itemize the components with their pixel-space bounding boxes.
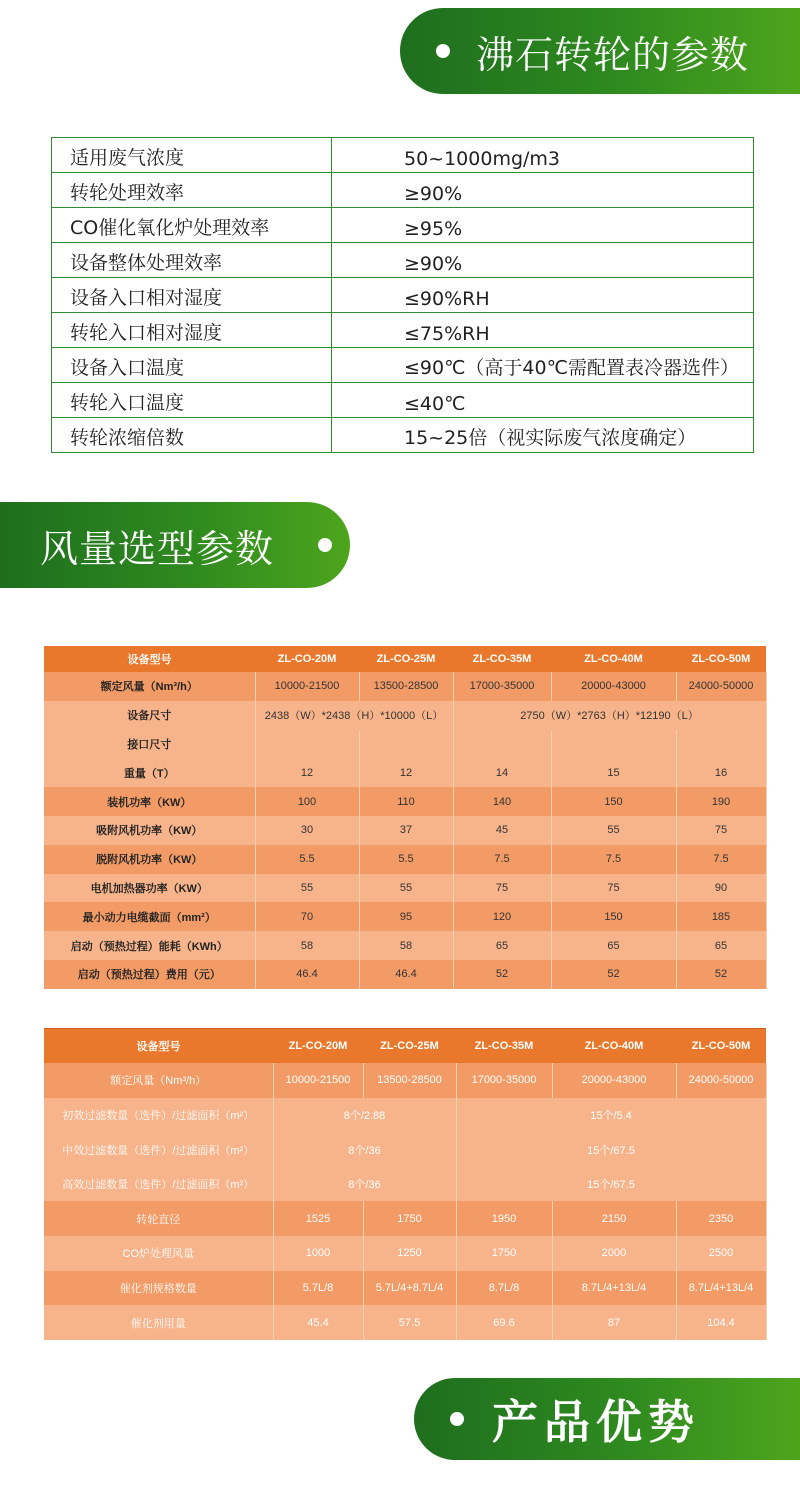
zeolite-params-table bbox=[51, 137, 754, 453]
param-name: CO催化氧化炉处理效率 bbox=[52, 208, 332, 243]
cell bbox=[453, 730, 551, 759]
cell bbox=[359, 730, 453, 759]
row-label: 中效过滤数量（选件）/过滤面积（m²） bbox=[44, 1132, 273, 1167]
row-label: 启动（预热过程）费用（元） bbox=[44, 960, 255, 989]
cell: 37 bbox=[359, 816, 453, 845]
cell: 2000 bbox=[552, 1236, 676, 1271]
cell: 5.7L/4+8.7L/4 bbox=[363, 1271, 456, 1306]
cell: 8个/36 bbox=[273, 1132, 456, 1167]
row-label: 额定风量（Nm³/h） bbox=[44, 672, 255, 701]
cell bbox=[551, 730, 676, 759]
cell: 46.4 bbox=[359, 960, 453, 989]
table-row bbox=[44, 672, 766, 701]
table-row bbox=[44, 874, 766, 903]
cell: 15个/67.5 bbox=[456, 1132, 766, 1167]
cell: 95 bbox=[359, 902, 453, 931]
cell: 7.5 bbox=[551, 845, 676, 874]
param-row bbox=[52, 418, 754, 453]
param-name: 设备入口相对湿度 bbox=[52, 278, 332, 313]
table-row bbox=[44, 960, 766, 989]
cell: 2150 bbox=[552, 1201, 676, 1236]
bullet-dot-icon bbox=[436, 44, 450, 58]
param-row bbox=[52, 138, 754, 173]
row-label: 转轮直径 bbox=[44, 1201, 273, 1236]
cell: 1950 bbox=[456, 1201, 552, 1236]
cell: 100 bbox=[255, 787, 359, 816]
cell: 1250 bbox=[363, 1236, 456, 1271]
cell: 110 bbox=[359, 787, 453, 816]
cell: 24000-50000 bbox=[676, 672, 766, 701]
cell: 5.5 bbox=[359, 845, 453, 874]
table-row bbox=[44, 1167, 766, 1202]
cell: 8个/2.88 bbox=[273, 1098, 456, 1133]
cell: 8.7L/4+13L/4 bbox=[552, 1271, 676, 1306]
table-row bbox=[44, 845, 766, 874]
cell: 45.4 bbox=[273, 1305, 363, 1340]
cell: 20000-43000 bbox=[551, 672, 676, 701]
param-value: ≥95% bbox=[332, 208, 754, 243]
table-row bbox=[44, 1098, 766, 1133]
cell: 2350 bbox=[676, 1201, 766, 1236]
cell: 8.7L/4+13L/4 bbox=[676, 1271, 766, 1306]
cell: 13500-28500 bbox=[363, 1063, 456, 1098]
cell: 1750 bbox=[456, 1236, 552, 1271]
row-label: 启动（预热过程）能耗（KWh） bbox=[44, 931, 255, 960]
model-header: ZL-CO-35M bbox=[453, 646, 551, 672]
section-title: 沸石转轮的参数 bbox=[476, 32, 750, 77]
cell: 5.7L/8 bbox=[273, 1271, 363, 1306]
cell: 70 bbox=[255, 902, 359, 931]
row-label: 接口尺寸 bbox=[44, 730, 255, 759]
row-label: 装机功率（KW） bbox=[44, 787, 255, 816]
cell: 150 bbox=[551, 787, 676, 816]
param-value: ≥90% bbox=[332, 173, 754, 208]
model-header: ZL-CO-20M bbox=[273, 1029, 363, 1064]
cell: 69.6 bbox=[456, 1305, 552, 1340]
cell: 15 bbox=[551, 758, 676, 787]
param-value: 15~25倍（视实际废气浓度确定） bbox=[332, 418, 754, 453]
cell: 65 bbox=[453, 931, 551, 960]
cell: 190 bbox=[676, 787, 766, 816]
param-name: 转轮入口相对湿度 bbox=[52, 313, 332, 348]
table-row bbox=[44, 1236, 766, 1271]
spec-table-1 bbox=[44, 646, 767, 989]
table-row bbox=[44, 701, 766, 730]
param-name: 转轮处理效率 bbox=[52, 173, 332, 208]
param-value: ≥90% bbox=[332, 243, 754, 278]
cell: 57.5 bbox=[363, 1305, 456, 1340]
cell: 2750（W）*2763（H）*12190（L） bbox=[453, 701, 766, 730]
row-label: CO炉处理风量 bbox=[44, 1236, 273, 1271]
table-row bbox=[44, 1201, 766, 1236]
param-value: 50~1000mg/m3 bbox=[332, 138, 754, 173]
model-header: ZL-CO-35M bbox=[456, 1029, 552, 1064]
cell: 15个/5.4 bbox=[456, 1098, 766, 1133]
param-name: 适用废气浓度 bbox=[52, 138, 332, 173]
row-label: 重量（T） bbox=[44, 758, 255, 787]
section-title: 风量选型参数 bbox=[40, 526, 275, 571]
bullet-dot-icon bbox=[318, 538, 332, 552]
header-label: 设备型号 bbox=[44, 1029, 273, 1064]
section-banner-airflow-selection bbox=[0, 502, 350, 588]
cell: 87 bbox=[552, 1305, 676, 1340]
param-value: ≤75%RH bbox=[332, 313, 754, 348]
row-label: 设备尺寸 bbox=[44, 701, 255, 730]
cell: 10000-21500 bbox=[273, 1063, 363, 1098]
cell: 52 bbox=[676, 960, 766, 989]
table-header-row bbox=[44, 1029, 766, 1064]
cell: 24000-50000 bbox=[676, 1063, 766, 1098]
cell: 58 bbox=[359, 931, 453, 960]
cell: 10000-21500 bbox=[255, 672, 359, 701]
cell: 185 bbox=[676, 902, 766, 931]
cell: 1750 bbox=[363, 1201, 456, 1236]
param-row bbox=[52, 208, 754, 243]
cell: 75 bbox=[676, 816, 766, 845]
cell: 55 bbox=[255, 874, 359, 903]
cell: 55 bbox=[551, 816, 676, 845]
cell: 12 bbox=[255, 758, 359, 787]
cell: 52 bbox=[551, 960, 676, 989]
cell: 2438（W）*2438（H）*10000（L） bbox=[255, 701, 453, 730]
table-row bbox=[44, 902, 766, 931]
param-name: 转轮浓缩倍数 bbox=[52, 418, 332, 453]
cell: 15个/67.5 bbox=[456, 1167, 766, 1202]
param-row bbox=[52, 348, 754, 383]
table-row bbox=[44, 730, 766, 759]
row-label: 最小动力电缆截面（mm²） bbox=[44, 902, 255, 931]
cell: 65 bbox=[551, 931, 676, 960]
row-label: 催化剂用量 bbox=[44, 1305, 273, 1340]
section-title: 产品优势 bbox=[492, 1395, 700, 1449]
param-value: ≤40℃ bbox=[332, 383, 754, 418]
cell: 90 bbox=[676, 874, 766, 903]
row-label: 高效过滤数量（选件）/过滤面积（m²） bbox=[44, 1167, 273, 1202]
model-header: ZL-CO-25M bbox=[363, 1029, 456, 1064]
cell: 12 bbox=[359, 758, 453, 787]
param-value: ≤90%RH bbox=[332, 278, 754, 313]
table-row bbox=[44, 1271, 766, 1306]
cell bbox=[255, 730, 359, 759]
row-label: 额定风量（Nm³/h） bbox=[44, 1063, 273, 1098]
cell: 75 bbox=[551, 874, 676, 903]
model-header: ZL-CO-40M bbox=[551, 646, 676, 672]
model-header: ZL-CO-40M bbox=[552, 1029, 676, 1064]
table-row bbox=[44, 816, 766, 845]
row-label: 吸附风机功率（KW） bbox=[44, 816, 255, 845]
table-header-row bbox=[44, 646, 766, 672]
row-label: 电机加热器功率（KW） bbox=[44, 874, 255, 903]
cell: 58 bbox=[255, 931, 359, 960]
param-name: 设备入口温度 bbox=[52, 348, 332, 383]
param-row bbox=[52, 173, 754, 208]
table-row bbox=[44, 931, 766, 960]
cell: 8个/36 bbox=[273, 1167, 456, 1202]
cell: 8.7L/8 bbox=[456, 1271, 552, 1306]
cell: 14 bbox=[453, 758, 551, 787]
cell: 16 bbox=[676, 758, 766, 787]
param-name: 设备整体处理效率 bbox=[52, 243, 332, 278]
param-row bbox=[52, 313, 754, 348]
cell: 104.4 bbox=[676, 1305, 766, 1340]
param-row bbox=[52, 383, 754, 418]
cell: 52 bbox=[453, 960, 551, 989]
cell: 120 bbox=[453, 902, 551, 931]
table-row bbox=[44, 1063, 766, 1098]
cell: 5.5 bbox=[255, 845, 359, 874]
cell: 20000-43000 bbox=[552, 1063, 676, 1098]
cell: 75 bbox=[453, 874, 551, 903]
cell: 2500 bbox=[676, 1236, 766, 1271]
cell: 17000-35000 bbox=[453, 672, 551, 701]
row-label: 脱附风机功率（KW） bbox=[44, 845, 255, 874]
param-row bbox=[52, 278, 754, 313]
cell: 65 bbox=[676, 931, 766, 960]
cell: 140 bbox=[453, 787, 551, 816]
spec-table-2 bbox=[44, 1028, 767, 1340]
cell: 46.4 bbox=[255, 960, 359, 989]
row-label: 催化剂规格数量 bbox=[44, 1271, 273, 1306]
header-label: 设备型号 bbox=[44, 646, 255, 672]
cell: 1000 bbox=[273, 1236, 363, 1271]
model-header: ZL-CO-50M bbox=[676, 1029, 766, 1064]
param-value: ≤90℃（高于40℃需配置表冷器选件） bbox=[332, 348, 754, 383]
cell: 1525 bbox=[273, 1201, 363, 1236]
cell: 13500-28500 bbox=[359, 672, 453, 701]
cell: 55 bbox=[359, 874, 453, 903]
model-header: ZL-CO-50M bbox=[676, 646, 766, 672]
section-banner-product-advantages bbox=[414, 1378, 800, 1460]
cell: 7.5 bbox=[453, 845, 551, 874]
cell bbox=[676, 730, 766, 759]
table-row bbox=[44, 758, 766, 787]
table-row bbox=[44, 1305, 766, 1340]
cell: 150 bbox=[551, 902, 676, 931]
bullet-dot-icon bbox=[450, 1412, 464, 1426]
section-banner-zeolite-params bbox=[400, 8, 800, 94]
model-header: ZL-CO-20M bbox=[255, 646, 359, 672]
row-label: 初效过滤数量（选件）/过滤面积（m²） bbox=[44, 1098, 273, 1133]
cell: 45 bbox=[453, 816, 551, 845]
table-row bbox=[44, 1132, 766, 1167]
param-row bbox=[52, 243, 754, 278]
cell: 7.5 bbox=[676, 845, 766, 874]
model-header: ZL-CO-25M bbox=[359, 646, 453, 672]
cell: 17000-35000 bbox=[456, 1063, 552, 1098]
table-row bbox=[44, 787, 766, 816]
cell: 30 bbox=[255, 816, 359, 845]
param-name: 转轮入口温度 bbox=[52, 383, 332, 418]
